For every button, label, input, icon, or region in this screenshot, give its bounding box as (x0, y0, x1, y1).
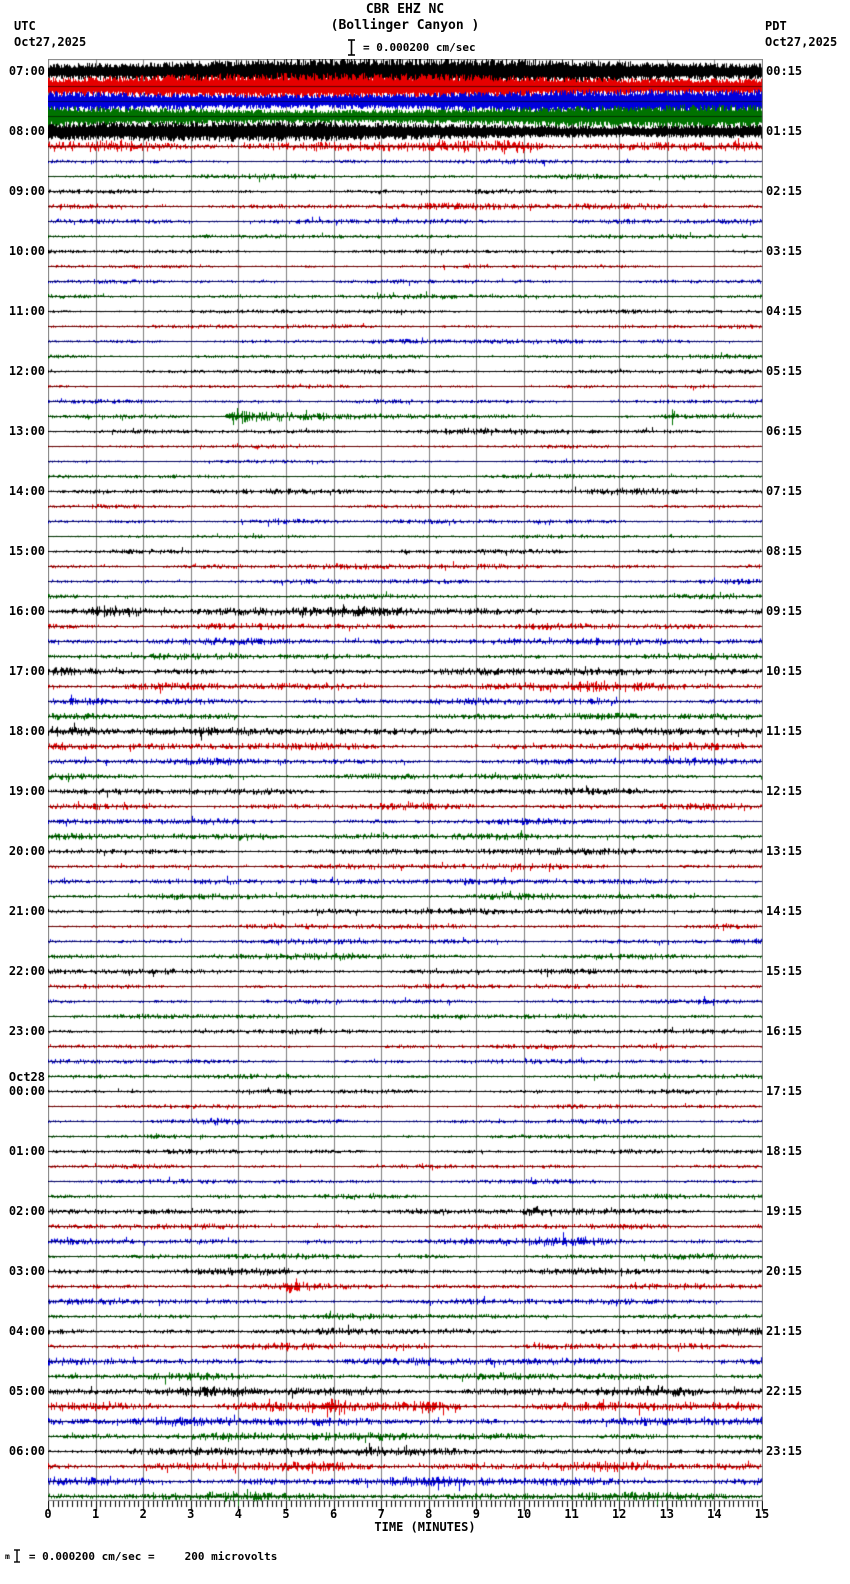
pdt-hour-label: 08:15 (766, 544, 803, 558)
utc-hour-label: 21:00 (8, 904, 45, 918)
pdt-hour-label: 23:15 (766, 1444, 803, 1458)
x-tick-label: 1 (91, 1507, 100, 1521)
footer-microvolts-text: 200 microvolts (184, 1549, 278, 1563)
utc-hour-label: 11:00 (8, 304, 45, 318)
scale-label: = 0.000200 cm/sec (363, 40, 476, 54)
page-subtitle: (Bollinger Canyon ) (330, 18, 480, 33)
utc-hour-label: 20:00 (8, 844, 45, 858)
utc-hour-label: 22:00 (8, 964, 45, 978)
utc-hour-label: 19:00 (8, 784, 45, 798)
x-tick-label: 10 (516, 1507, 532, 1521)
utc-header (14, 18, 86, 50)
utc-hour-label: 17:00 (8, 664, 45, 678)
pdt-hour-label: 13:15 (766, 844, 803, 858)
utc-hour-label: 13:00 (8, 424, 45, 438)
utc-hour-label: 07:00 (8, 64, 45, 78)
utc-hour-label: 08:00 (8, 124, 45, 138)
utc-hour-label: 02:00 (8, 1204, 45, 1218)
x-tick-label: 9 (472, 1507, 480, 1521)
x-tick-label: 15 (754, 1507, 770, 1521)
utc-hour-label: 15:00 (8, 544, 45, 558)
pdt-hour-label: 15:15 (766, 964, 803, 978)
utc-hour-label: 06:00 (8, 1444, 45, 1458)
utc-date-change-label: Oct28 (8, 1070, 45, 1084)
x-tick-label: 0 (44, 1507, 52, 1521)
footer-m-glyph: m (5, 1551, 10, 1561)
x-tick-label: 6 (329, 1507, 338, 1521)
right-timezone-label: PDT (765, 19, 787, 33)
pdt-hour-label: 21:15 (766, 1324, 803, 1338)
utc-hour-label: 18:00 (8, 724, 45, 738)
left-date-label: Oct27,2025 (14, 35, 87, 49)
left-timezone-label: UTC (14, 19, 36, 33)
x-tick-label: 5 (282, 1507, 290, 1521)
pdt-hour-label: 16:15 (766, 1024, 803, 1038)
x-tick-label: 2 (139, 1507, 147, 1521)
pdt-hour-label: 06:15 (766, 424, 803, 438)
footer-ibeam-icon (13, 1549, 21, 1563)
x-tick-label: 4 (234, 1507, 242, 1521)
utc-hour-label: 03:00 (8, 1264, 45, 1278)
pdt-hour-label: 02:15 (766, 184, 803, 198)
pdt-hour-label: 12:15 (766, 784, 803, 798)
pdt-hour-label: 10:15 (766, 664, 803, 678)
utc-hour-label: 04:00 (8, 1324, 45, 1338)
pdt-hour-label: 05:15 (766, 364, 803, 378)
pdt-hour-label: 18:15 (766, 1144, 803, 1158)
scale-legend (347, 38, 476, 56)
x-tick-label: 7 (377, 1507, 385, 1521)
x-tick-label: 13 (659, 1507, 675, 1521)
utc-hour-label: 16:00 (8, 604, 45, 618)
utc-hour-label: 09:00 (8, 184, 45, 198)
x-tick-label: 8 (425, 1507, 433, 1521)
x-tick-label: 11 (564, 1507, 579, 1521)
x-tick-label: 14 (707, 1507, 722, 1521)
x-tick-label: 3 (187, 1507, 195, 1521)
pdt-header (765, 18, 837, 50)
pdt-hour-label: 11:15 (766, 724, 803, 738)
pdt-hour-label: 20:15 (766, 1264, 803, 1278)
pdt-hour-label: 22:15 (766, 1384, 803, 1398)
pdt-hour-label: 04:15 (766, 304, 803, 318)
pdt-hour-label: 03:15 (766, 244, 803, 258)
pdt-hour-label: 07:15 (766, 484, 803, 498)
utc-hour-label: 05:00 (8, 1384, 45, 1398)
utc-hour-label: 10:00 (8, 244, 45, 258)
footer-note (5, 1547, 277, 1565)
x-axis-title: TIME (MINUTES) (374, 1520, 476, 1534)
pdt-hour-label: 14:15 (766, 904, 803, 918)
footer-scale-text: = 0.000200 cm/sec = (28, 1549, 155, 1563)
x-tick-label: 12 (611, 1507, 627, 1521)
utc-hour-label: 12:00 (8, 364, 45, 378)
utc-hour-label: 23:00 (8, 1024, 45, 1038)
utc-hour-label: 01:00 (8, 1144, 45, 1158)
right-date-label: Oct27,2025 (765, 35, 838, 49)
scale-ibeam-icon (347, 39, 356, 56)
pdt-hour-label: 17:15 (766, 1084, 803, 1098)
seismogram-canvas (48, 59, 763, 1514)
pdt-hour-label: 09:15 (766, 604, 803, 618)
page-title: CBR EHZ NC (365, 2, 445, 17)
utc-hour-label: 14:00 (8, 484, 45, 498)
pdt-hour-label: 19:15 (766, 1204, 803, 1218)
pdt-hour-label: 00:15 (766, 64, 803, 78)
utc-hour-label: 00:00 (8, 1084, 45, 1098)
pdt-hour-label: 01:15 (766, 124, 803, 138)
